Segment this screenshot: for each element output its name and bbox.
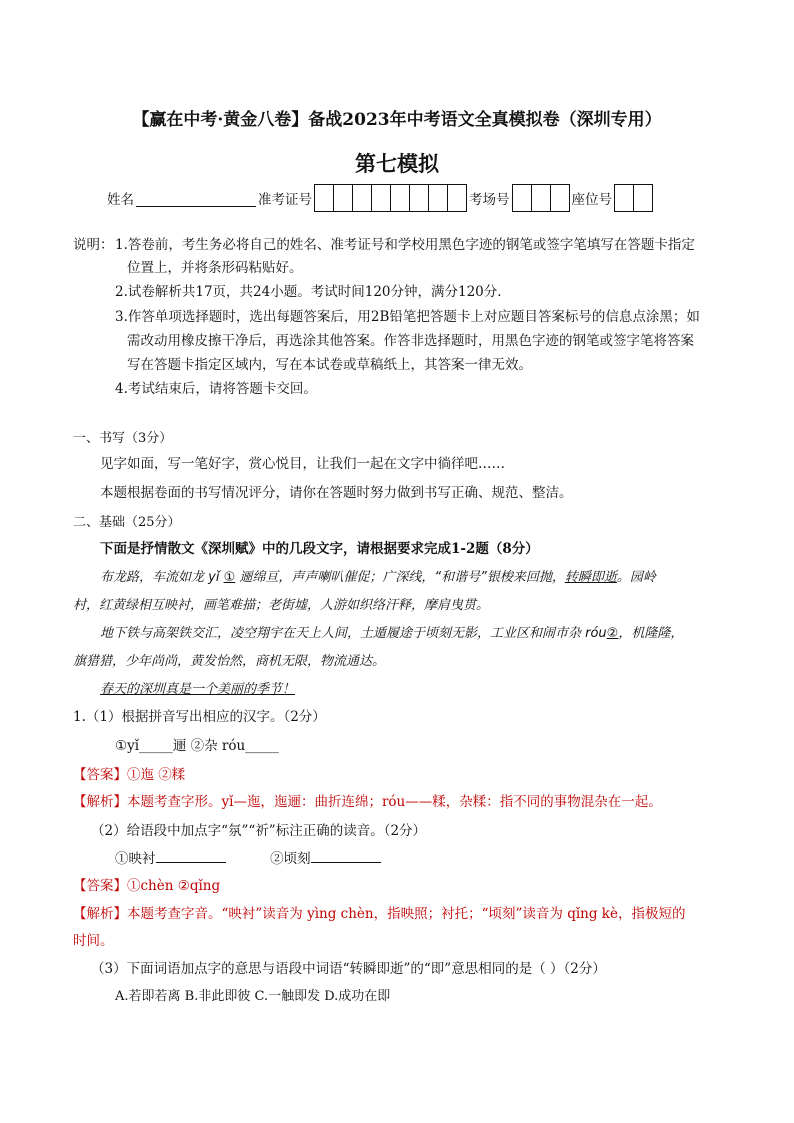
q1-part3-prompt: （3）下面词语加点字的意思与语段中词语“转瞬即逝”的“即”意思相同的是（ ）（2分） [91,961,606,977]
name-field[interactable] [136,190,256,207]
answer-label: 【答案】 [73,767,127,783]
answer-blank-1[interactable] [156,850,226,863]
section1-heading: 一、书写（3分） [73,431,173,446]
analysis-label: 【解析】 [73,906,127,922]
document-title: 【赢在中考·黄金八卷】备战2023年中考语文全真模拟卷（深圳专用） [132,110,662,130]
q1-part2-answer: 【答案】①chèn ②qǐng [73,878,221,894]
room-label: 考场号 [469,192,510,208]
passage-line-3: 地下铁与高架铁交汇，凌空翔宇在天上人间，土遁履途于顷刻无影，工业区和闹市杂 róu②，机隆隆， [100,626,684,641]
exam-id-boxes[interactable] [315,184,467,212]
q1-part2-prompt: （2）给语段中加点字“氛”“祈”标注正确的读音。（2分） [91,823,427,839]
document-subtitle: 第七模拟 [355,151,439,176]
exam-id-label: 准考证号 [258,192,312,208]
q1-part2-analysis: 【解析】本题考查字音。“映衬”读音为 yìng chèn，指映照；衬托；“顷刻”读音为 qǐng kè，指极短的 [73,906,686,922]
instructions-lead: 说明： [73,237,114,253]
name-label: 姓名 [107,192,134,208]
q1-part1-items: ①yǐ_____逦 ②杂 róu_____ [115,738,279,754]
instruction-line: 需改动用橡皮擦干净后，再选涂其他答案。作答非选择题时，用黑色字迹的钢笔或签字笔将答案 [127,333,694,349]
instruction-line: 1.答卷前，考生务必将自己的姓名、准考证号和学校用黑色字迹的钢笔或签字笔填写在答题卡指定 [115,237,695,253]
q1-part1-prompt: 1.（1）根据拼音写出相应的汉字。（2分） [73,709,326,725]
q1-part2-items: ①映衬 ②顷刻 [115,847,381,867]
instruction-line: 4.考试结束后，请将答题卡交回。 [115,381,317,397]
q1-part2-analysis-cont: 时间。 [73,933,114,949]
instruction-line: 写在答题卡指定区域内，写在本试卷或草稿纸上，其答案一律无效。 [127,357,532,373]
instruction-line: 2.试卷解析共17页，共24小题。考试时间120分钟，满分120分. [115,284,502,300]
seat-boxes[interactable] [615,184,653,212]
answer-label: 【答案】 [73,878,127,894]
room-boxes[interactable] [513,184,570,212]
seat-label: 座位号 [571,192,612,208]
section1-line: 见字如面，写一笔好字，赏心悦目，让我们一起在文字中徜徉吧…… [100,456,505,472]
section2-heading: 二、基础（25分） [73,515,181,530]
passage-line-1: 布龙路，车流如龙 yǐ ① 逦绵亘，声声喇叭催促；广深线，“和谐号”银梭来回抛，转瞬即逝。园岭 [100,570,656,585]
q1-part3-options: A.若即若离 B.非此即彼 C.一触即发 D.成功在即 [115,989,391,1004]
instruction-line: 位置上，并将条形码粘贴好。 [127,260,303,276]
instruction-line: 3.作答单项选择题时，选出每题答案后，用2B铅笔把答题卡上对应题目答案标号的信息点涂黑；如 [115,309,700,325]
analysis-label: 【解析】 [73,794,127,810]
section1-line: 本题根据卷面的书写情况评分，请你在答题时努力做到书写正确、规范、整洁。 [100,485,573,501]
passage-intro: 下面是抒情散文《深圳赋》中的几段文字，请根据要求完成1-2题（8分） [100,541,539,557]
q1-part1-answer: 【答案】①迤 ②糅 [73,767,186,783]
passage-line-4: 旗猎猎，少年尚尚，黄发怡然，商机无限，物流通达。 [73,654,386,669]
underlined-phrase: 转瞬即逝 [564,570,617,585]
q1-part1-analysis: 【解析】本题考查字形。yǐ—迤，迤逦：曲折连绵；róu——糅，杂糅：指不同的事物混杂在一起。 [73,794,662,810]
passage-line-2: 村，红黄绿相互映衬，画笔难描；老街墟，人游如织络汗释，摩肩曳贯。 [73,598,490,613]
answer-blank-2[interactable] [311,850,381,863]
candidate-info-row [107,186,655,210]
blank-1: ① [223,570,236,585]
blank-2: ② [606,626,619,641]
passage-line-5: 春天的深圳真是一个美丽的季节！ [100,682,296,697]
